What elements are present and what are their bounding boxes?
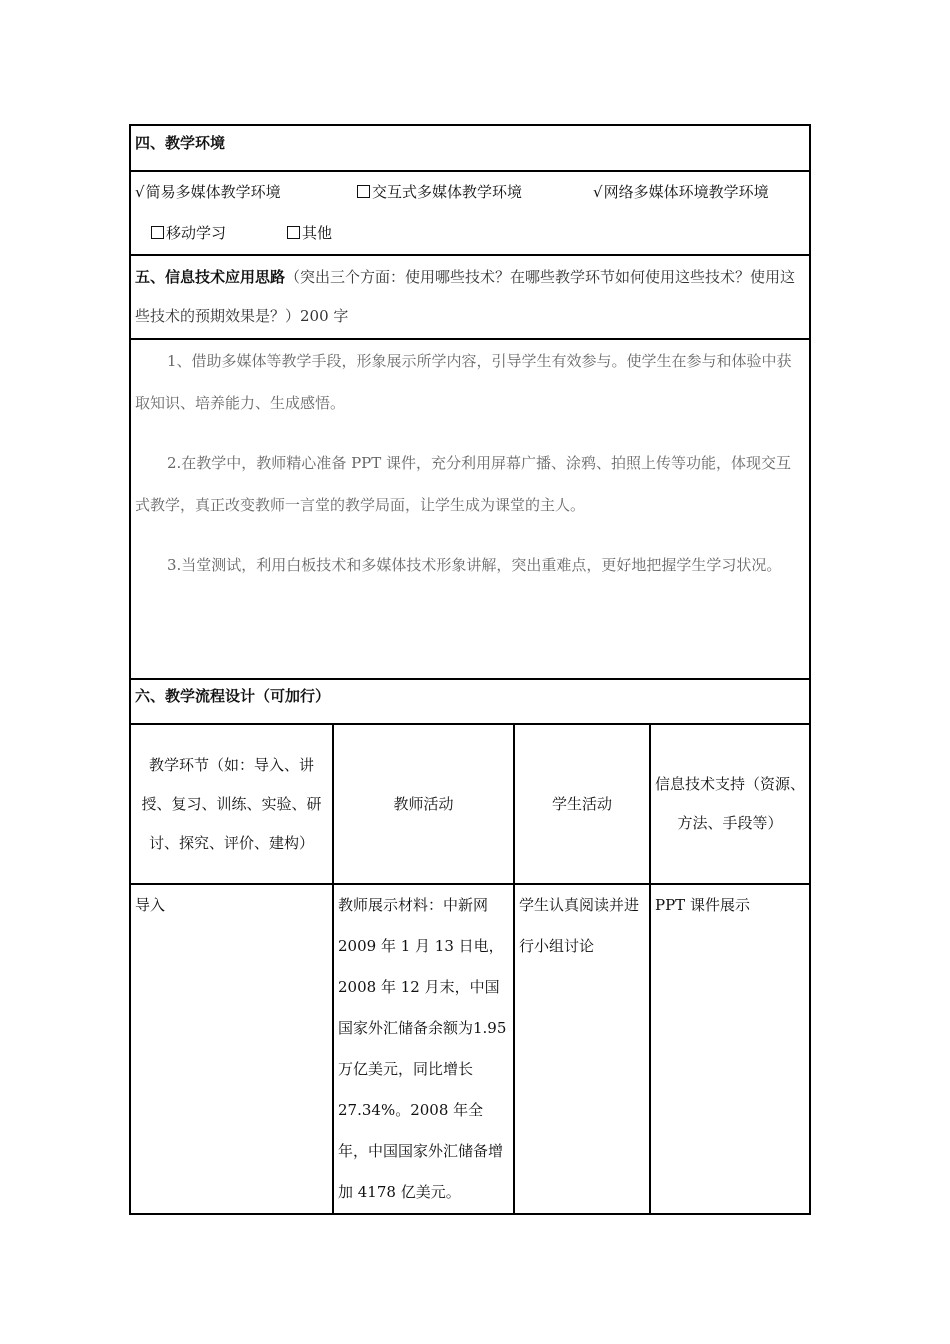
section5-row — [130, 255, 810, 339]
env-option-mobile-learning[interactable]: 移动学习 — [151, 213, 287, 254]
section4-row — [130, 125, 810, 171]
section5-note: （突出三个方面：使用哪些技术？在哪些教学环节如何使用这些技术？使用这些技术的预期效果是？）200 字 — [135, 268, 796, 325]
ideas-content — [130, 339, 810, 679]
section4-title: 四、教学环境 — [130, 125, 810, 171]
cell-stage: 导入 — [130, 884, 333, 1214]
section5-header — [130, 255, 810, 339]
column-header-teacher: 教师活动 — [333, 724, 514, 884]
env-option-network-multimedia[interactable]: √网络多媒体环境教学环境 — [593, 172, 769, 213]
cell-teacher-activity: 教师展示材料：中新网2009 年 1 月 13 日电，2008 年 12 月末，中国国家外汇储备余额为1.95 万亿美元，同比增长 27.34%。2008 年全年，中国国家外汇储备增加 4178 亿美元。 — [333, 884, 514, 1214]
idea-paragraph: 1、借助多媒体等教学手段，形象展示所学内容，引导学生有效参与。使学生在参与和体验中获取知识、培养能力、生成感悟。 — [135, 352, 792, 412]
env-option-other[interactable]: 其他 — [287, 213, 332, 254]
checkbox-empty-icon — [151, 226, 164, 239]
environment-row — [130, 171, 810, 255]
cell-student-activity: 学生认真阅读并进行小组讨论 — [514, 884, 650, 1214]
checkmark-icon: √ — [593, 183, 603, 201]
section6-title: 六、教学流程设计（可加行） — [130, 679, 810, 724]
flow-header-row — [130, 724, 810, 884]
env-option-interactive-multimedia[interactable]: 交互式多媒体教学环境 — [357, 172, 593, 213]
section6-row — [130, 679, 810, 724]
environment-options — [130, 171, 810, 255]
ideas-row — [130, 339, 810, 679]
checkbox-empty-icon — [357, 185, 370, 198]
checkbox-empty-icon — [287, 226, 300, 239]
lesson-plan-table — [129, 124, 811, 1215]
idea-paragraph: 2.在教学中，教师精心准备 PPT 课件，充分利用屏幕广播、涂鸦、拍照上传等功能，体现交互式教学，真正改变教师一言堂的教学局面，让学生成为课堂的主人。 — [135, 454, 792, 514]
table-row — [130, 884, 810, 1214]
checkmark-icon: √ — [135, 183, 145, 201]
cell-tech-support: PPT 课件展示 — [650, 884, 810, 1214]
idea-paragraph: 3.当堂测试，利用白板技术和多媒体技术形象讲解，突出重难点，更好地把握学生学习状况。 — [167, 556, 782, 574]
env-option-simple-multimedia[interactable]: √简易多媒体教学环境 — [135, 172, 357, 213]
section5-title: 五、信息技术应用思路 — [135, 268, 286, 286]
column-header-student: 学生活动 — [514, 724, 650, 884]
column-header-stage: 教学环节（如：导入、讲授、复习、训练、实验、研讨、探究、评价、建构） — [130, 724, 333, 884]
column-header-tech: 信息技术支持（资源、方法、手段等） — [650, 724, 810, 884]
